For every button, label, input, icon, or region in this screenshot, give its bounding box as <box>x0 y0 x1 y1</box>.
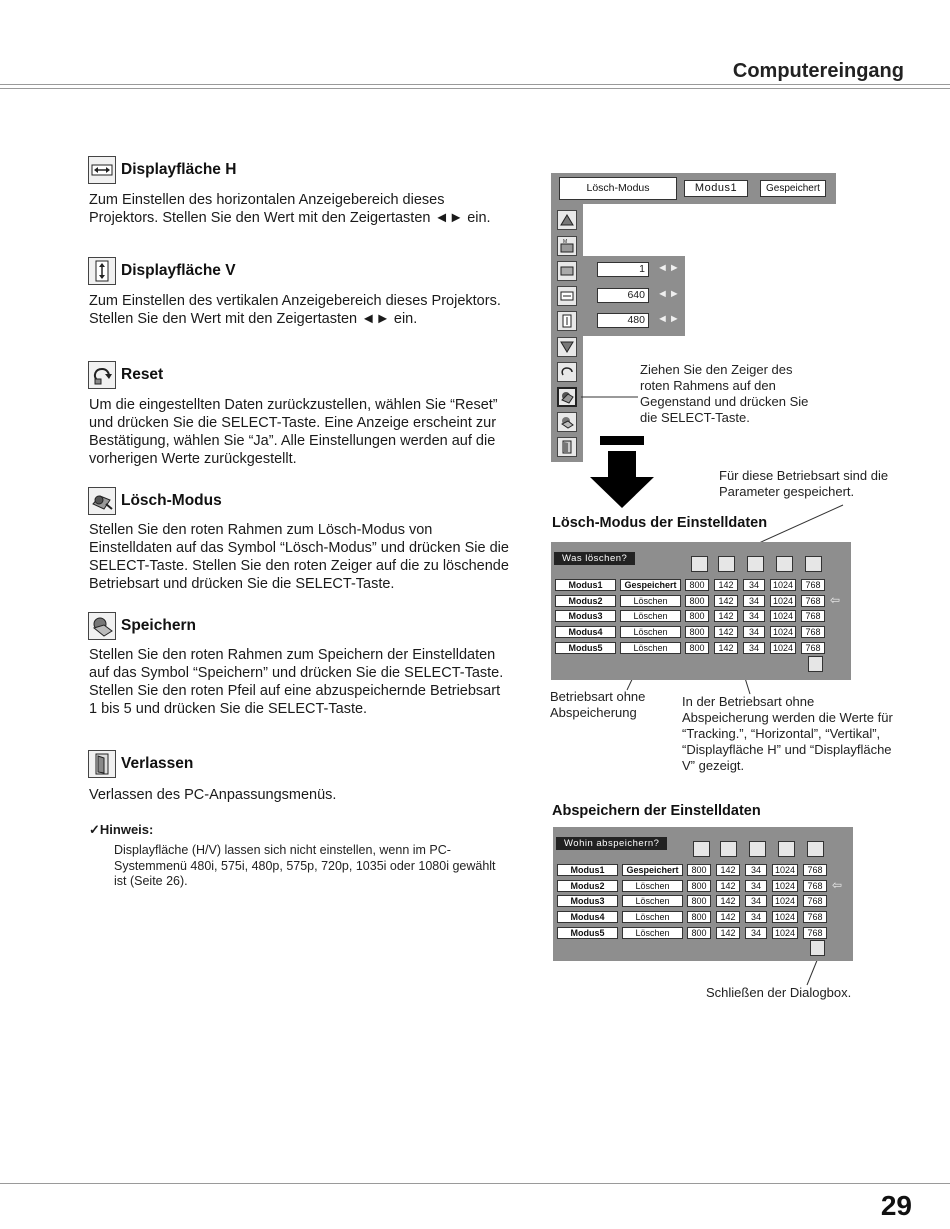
value-cell: 1024 <box>772 864 798 876</box>
value-cell: 34 <box>743 579 765 591</box>
red-pointer-icon: ⇦ <box>832 878 843 892</box>
adjust-arrows-icon[interactable]: ◄► <box>657 288 681 300</box>
mode-cell[interactable]: Modus2 <box>555 595 616 607</box>
status-cell[interactable]: Gespeichert <box>622 864 683 876</box>
status-cell[interactable]: Löschen <box>620 595 681 607</box>
section-title: Verlassen <box>121 755 194 772</box>
section-body: Zum Einstellen des horizontalen Anzeigebereich dieses Projektors. Stellen Sie den Wert mit den Zeigertasten ◄► ein. <box>89 192 491 226</box>
note-body: Displayfläche (H/V) lassen sich nicht einstellen, wenn im PC-Systemmenü 480i, 575i, 480p, 575p, 720p, 1035i oder 1080i gewählt ist (Seite 26). <box>114 843 496 888</box>
value-cell: 34 <box>743 642 765 654</box>
stored-params-caption: Für diese Betriebsart sind die Parameter gespeichert. <box>719 468 889 499</box>
status-cell[interactable]: Löschen <box>620 642 681 654</box>
value-cell: 142 <box>714 579 738 591</box>
horizontal-size-value[interactable]: 640 <box>597 288 649 303</box>
close-caption: Schließen der Dialogbox. <box>706 985 852 1000</box>
vertical-pos-icon <box>807 841 824 857</box>
status-cell[interactable]: Löschen <box>622 880 683 892</box>
value-cell: 34 <box>745 864 767 876</box>
status-cell[interactable]: Löschen <box>622 911 683 923</box>
section-body: Verlassen des PC-Anpassungsmenüs. <box>89 787 337 803</box>
value-cell: 142 <box>716 927 740 939</box>
section-body: Zum Einstellen des vertikalen Anzeigebereich dieses Projektors. Stellen Sie den Wert mit den Zeigertasten ◄► ein. <box>89 293 501 327</box>
value-cell: 768 <box>801 642 825 654</box>
store-table-heading: Abspeichern der Einstelldaten <box>552 803 761 819</box>
value-cell: 142 <box>714 642 738 654</box>
adjust-arrows-icon[interactable]: ◄► <box>657 262 681 274</box>
value-cell: 768 <box>801 626 825 638</box>
value-cell: 1024 <box>770 626 796 638</box>
value-cell: 142 <box>716 911 740 923</box>
status-cell[interactable]: Löschen <box>622 927 683 939</box>
value-cell: 768 <box>803 895 827 907</box>
value-cell: 800 <box>685 579 709 591</box>
section-body: Um die eingestellten Daten zurückzustellen, wählen Sie “Reset” und drücken Sie die SELECT-Taste. Eine Anzeige erscheint zur Bestätigung, wählen Sie “Ja”. Alle Einstellungen werden auf die vorherigen Werte zurückgestellt. <box>89 397 498 467</box>
value-cell: 800 <box>687 864 711 876</box>
value-cell: 800 <box>685 626 709 638</box>
vertical-pos-icon <box>805 556 822 572</box>
status-cell[interactable]: Löschen <box>620 610 681 622</box>
value-cell: 1024 <box>772 880 798 892</box>
value-cell: 1024 <box>772 895 798 907</box>
horizontal-pos-icon <box>778 841 795 857</box>
value-cell: 800 <box>685 610 709 622</box>
value-cell: 800 <box>687 911 711 923</box>
value-cell: 1024 <box>772 911 798 923</box>
horizontal-size-icon <box>747 556 764 572</box>
section-title: Reset <box>121 366 164 383</box>
down-flow-arrow-icon <box>590 436 654 508</box>
value-cell: 800 <box>687 880 711 892</box>
mode-cell[interactable]: Modus5 <box>557 927 618 939</box>
horizontal-size-icon <box>749 841 766 857</box>
tracking-icon <box>718 556 735 572</box>
value-cell: 768 <box>801 595 825 607</box>
red-pointer-icon: ⇦ <box>830 593 841 607</box>
value-cell: 1024 <box>770 642 796 654</box>
tracking-icon <box>720 841 737 857</box>
vertical-size-value[interactable]: 480 <box>597 313 649 328</box>
section-title: Speichern <box>121 617 196 634</box>
tracking-value[interactable]: 1 <box>597 262 649 277</box>
mode-cell[interactable]: Modus4 <box>555 626 616 638</box>
mode-cell[interactable]: Modus3 <box>557 895 618 907</box>
mode-label: Modus1 <box>684 180 748 197</box>
value-cell: 34 <box>745 895 767 907</box>
value-cell: 800 <box>685 595 709 607</box>
auto-pc-icon <box>691 556 708 572</box>
dialog-title: Was löschen? <box>554 552 635 565</box>
no-store-values-caption: In der Betriebsart ohne Abspeicherung werden die Werte für “Tracking.”, “Horizontal”, “Vertikal”, “Displayfläche H” und “Displayfläche V” gezeigt. <box>682 694 893 773</box>
section-title: Displayfläche H <box>121 161 237 178</box>
value-cell: 34 <box>745 927 767 939</box>
value-cell: 34 <box>743 595 765 607</box>
value-cell: 768 <box>803 927 827 939</box>
exit-icon[interactable] <box>810 940 825 956</box>
horizontal-pos-icon <box>776 556 793 572</box>
value-cell: 1024 <box>770 595 796 607</box>
value-cell: 34 <box>743 610 765 622</box>
status-cell[interactable]: Löschen <box>622 895 683 907</box>
status-cell[interactable]: Gespeichert <box>620 579 681 591</box>
clear-mode-dialog <box>551 542 851 680</box>
value-cell: 768 <box>803 880 827 892</box>
value-cell: 142 <box>714 595 738 607</box>
section-body: Stellen Sie den roten Rahmen zum Speichern der Einstelldaten auf das Symbol “Speichern” und drücken Sie die SELECT-Taste. Stellen Sie den roten Pfeil auf eine abzuspeichernde Betriebsart 1 bis 5 und drücken Sie die SELECT-Taste. <box>89 647 504 717</box>
pointer-caption: Ziehen Sie den Zeiger des roten Rahmens auf den Gegenstand und drücken Sie die SELECT-Taste. <box>640 362 809 425</box>
section-body: Stellen Sie den roten Rahmen zum Lösch-Modus von Einstelldaten auf das Symbol “Lösch-Modus” und drücken Sie die SELECT-Taste. Stellen Sie den roten Zeiger auf die zu löschende Betriebsart und drücken Sie die SELECT-Taste. <box>89 522 509 592</box>
exit-icon[interactable] <box>808 656 823 672</box>
value-cell: 142 <box>714 626 738 638</box>
clear-table-heading: Lösch-Modus der Einstelldaten <box>552 515 768 531</box>
note-title: ✓Hinweis: <box>89 822 154 837</box>
section-title: Lösch-Modus <box>121 492 222 509</box>
mode-cell[interactable]: Modus1 <box>557 864 618 876</box>
adjust-arrows-icon[interactable]: ◄► <box>657 313 681 325</box>
value-cell: 34 <box>745 911 767 923</box>
value-cell: 768 <box>801 610 825 622</box>
value-cell: 142 <box>714 610 738 622</box>
value-cell: 34 <box>745 880 767 892</box>
auto-pc-icon <box>693 841 710 857</box>
value-cell: 768 <box>801 579 825 591</box>
mode-cell[interactable]: Modus4 <box>557 911 618 923</box>
tab-loesch-modus[interactable]: Lösch-Modus <box>559 177 677 200</box>
value-cell: 800 <box>685 642 709 654</box>
mode-cell[interactable]: Modus5 <box>555 642 616 654</box>
page-title: Computereingang <box>732 60 904 82</box>
value-cell: 768 <box>803 864 827 876</box>
section-title: Displayfläche V <box>121 262 236 279</box>
value-cell: 1024 <box>770 579 796 591</box>
mode-cell[interactable]: Modus1 <box>555 579 616 591</box>
svg-text:M: M <box>563 239 568 245</box>
dialog-title: Wohin abspeichern? <box>556 837 667 850</box>
page-number: 29 <box>880 1190 912 1221</box>
value-cell: 800 <box>687 895 711 907</box>
value-cell: 800 <box>687 927 711 939</box>
value-cell: 142 <box>716 864 740 876</box>
store-dialog <box>553 827 853 961</box>
value-cell: 1024 <box>772 927 798 939</box>
value-cell: 768 <box>803 911 827 923</box>
value-cell: 34 <box>743 626 765 638</box>
value-cell: 1024 <box>770 610 796 622</box>
no-store-caption: Betriebsart ohne Abspeicherung <box>550 689 646 720</box>
value-cell: 142 <box>716 880 740 892</box>
mode-cell[interactable]: Modus3 <box>555 610 616 622</box>
stored-label: Gespeichert <box>760 180 826 197</box>
mode-cell[interactable]: Modus2 <box>557 880 618 892</box>
value-cell: 142 <box>716 895 740 907</box>
status-cell[interactable]: Löschen <box>620 626 681 638</box>
